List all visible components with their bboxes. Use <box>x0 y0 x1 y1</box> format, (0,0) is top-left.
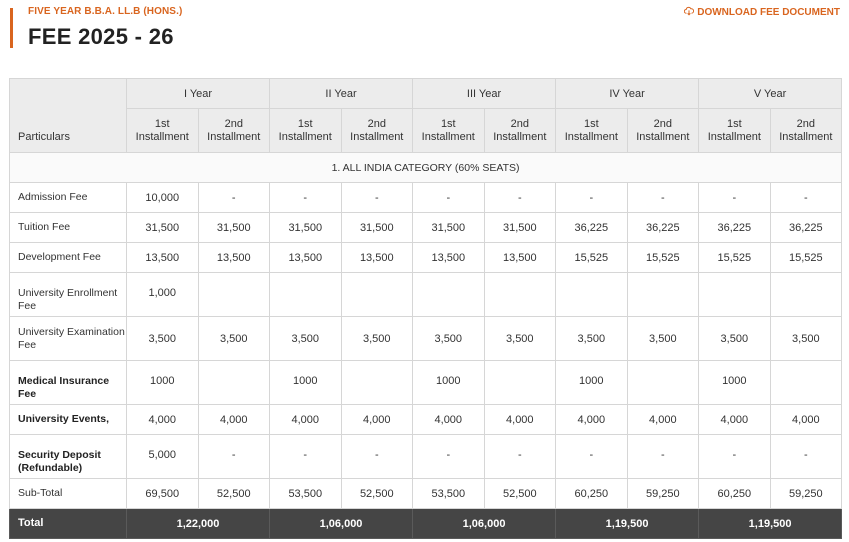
category-label: 1. ALL INDIA CATEGORY (60% SEATS) <box>10 153 842 183</box>
fee-cell: - <box>627 435 699 479</box>
row-label: University Events, <box>10 405 127 435</box>
fee-cell: 31,500 <box>413 213 485 243</box>
fee-cell: 36,225 <box>770 213 842 243</box>
fee-cell <box>770 361 842 405</box>
installment-header: 2nd Installment <box>341 109 413 153</box>
row-label: Sub-Total <box>10 479 127 509</box>
fee-row <box>10 183 842 213</box>
fee-cell: 52,500 <box>198 479 270 509</box>
fee-cell: 3,500 <box>484 317 556 361</box>
fee-cell: 1000 <box>270 361 342 405</box>
fee-cell: - <box>270 435 342 479</box>
fee-cell: 36,225 <box>699 213 771 243</box>
row-label: Admission Fee <box>10 183 127 213</box>
fee-cell: 69,500 <box>127 479 199 509</box>
fee-cell: - <box>699 183 771 213</box>
fee-cell: 13,500 <box>341 243 413 273</box>
fee-cell: 15,525 <box>627 243 699 273</box>
fee-cell <box>484 273 556 317</box>
installment-header: 2nd Installment <box>770 109 842 153</box>
total-cell: 1,22,000 <box>127 509 270 539</box>
fee-cell: 4,000 <box>770 405 842 435</box>
fee-cell: 31,500 <box>127 213 199 243</box>
installment-header-row <box>10 109 842 153</box>
fee-cell: 4,000 <box>127 405 199 435</box>
fee-cell: 60,250 <box>556 479 628 509</box>
fee-cell <box>484 361 556 405</box>
fee-cell: 15,525 <box>699 243 771 273</box>
fee-cell <box>341 273 413 317</box>
fee-row <box>10 213 842 243</box>
fee-cell: 36,225 <box>556 213 628 243</box>
total-cell: 1,06,000 <box>413 509 556 539</box>
category-row <box>10 153 842 183</box>
fee-cell: 4,000 <box>198 405 270 435</box>
fee-cell: 4,000 <box>270 405 342 435</box>
fee-cell: 4,000 <box>627 405 699 435</box>
fee-cell: 3,500 <box>341 317 413 361</box>
fee-row <box>10 317 842 361</box>
fee-cell: 52,500 <box>484 479 556 509</box>
fee-cell: - <box>699 435 771 479</box>
fee-cell: 13,500 <box>198 243 270 273</box>
total-row <box>10 509 842 539</box>
year-header: V Year <box>699 79 842 109</box>
installment-header: 2nd Installment <box>198 109 270 153</box>
fee-cell: 3,500 <box>198 317 270 361</box>
fee-cell: 3,500 <box>270 317 342 361</box>
fee-cell: 13,500 <box>484 243 556 273</box>
installment-header: 1st Installment <box>699 109 771 153</box>
year-header: III Year <box>413 79 556 109</box>
row-label: Development Fee <box>10 243 127 273</box>
fee-cell: 4,000 <box>341 405 413 435</box>
fee-cell <box>341 361 413 405</box>
fee-row <box>10 273 842 317</box>
fee-cell: 3,500 <box>127 317 199 361</box>
installment-header: 1st Installment <box>270 109 342 153</box>
fee-cell: 59,250 <box>627 479 699 509</box>
fee-cell: 53,500 <box>413 479 485 509</box>
row-label: Security Deposit (Refundable) <box>10 435 127 479</box>
fee-cell: 3,500 <box>770 317 842 361</box>
fee-row <box>10 405 842 435</box>
fee-cell: - <box>413 435 485 479</box>
fee-cell: 4,000 <box>699 405 771 435</box>
accent-bar <box>10 8 13 48</box>
row-label: University Examination Fee <box>10 317 127 361</box>
fee-cell: 4,000 <box>556 405 628 435</box>
fee-cell: - <box>627 183 699 213</box>
fee-cell <box>413 273 485 317</box>
fee-cell: - <box>484 435 556 479</box>
installment-header: 2nd Installment <box>627 109 699 153</box>
fee-cell: 53,500 <box>270 479 342 509</box>
total-cell: 1,19,500 <box>556 509 699 539</box>
fee-cell: - <box>484 183 556 213</box>
fee-cell <box>198 361 270 405</box>
fee-cell: - <box>270 183 342 213</box>
fee-cell: 4,000 <box>484 405 556 435</box>
fee-cell: 59,250 <box>770 479 842 509</box>
fee-cell: - <box>198 435 270 479</box>
fee-cell: 5,000 <box>127 435 199 479</box>
fee-cell: 31,500 <box>270 213 342 243</box>
year-header: IV Year <box>556 79 699 109</box>
fee-cell: - <box>556 435 628 479</box>
fee-row <box>10 435 842 479</box>
fee-cell: 3,500 <box>556 317 628 361</box>
fee-cell <box>627 361 699 405</box>
fee-row <box>10 243 842 273</box>
fee-cell: 1000 <box>699 361 771 405</box>
fee-cell: 1000 <box>127 361 199 405</box>
fee-cell: 13,500 <box>413 243 485 273</box>
year-header-row <box>10 79 842 109</box>
fee-cell <box>699 273 771 317</box>
row-label: Medical Insurance Fee <box>10 361 127 405</box>
installment-header: 2nd Installment <box>484 109 556 153</box>
total-label: Total <box>10 509 127 539</box>
program-subtitle: FIVE YEAR B.B.A. LL.B (HONS.) <box>28 6 183 17</box>
fee-cell: 60,250 <box>699 479 771 509</box>
fee-cell: 15,525 <box>770 243 842 273</box>
fee-cell <box>770 273 842 317</box>
fee-cell: 36,225 <box>627 213 699 243</box>
fee-cell <box>627 273 699 317</box>
cloud-download-icon <box>684 6 694 19</box>
fee-cell: - <box>341 183 413 213</box>
fee-cell: 13,500 <box>127 243 199 273</box>
download-fee-document-link[interactable] <box>684 6 840 19</box>
fee-cell: - <box>556 183 628 213</box>
fee-cell: 13,500 <box>270 243 342 273</box>
fee-cell: - <box>770 435 842 479</box>
year-header: I Year <box>127 79 270 109</box>
particulars-header: Particulars <box>10 79 127 153</box>
fee-table <box>9 78 842 539</box>
fee-cell: 3,500 <box>699 317 771 361</box>
fee-cell <box>556 273 628 317</box>
fee-cell: 1,000 <box>127 273 199 317</box>
fee-cell: 3,500 <box>627 317 699 361</box>
row-label: Tuition Fee <box>10 213 127 243</box>
fee-cell: - <box>770 183 842 213</box>
download-label: DOWNLOAD FEE DOCUMENT <box>697 7 840 18</box>
fee-cell: 31,500 <box>341 213 413 243</box>
row-label: University Enrollment Fee <box>10 273 127 317</box>
year-header: II Year <box>270 79 413 109</box>
fee-cell: 1000 <box>556 361 628 405</box>
installment-header: 1st Installment <box>127 109 199 153</box>
installment-header: 1st Installment <box>556 109 628 153</box>
fee-cell: - <box>341 435 413 479</box>
fee-cell <box>198 273 270 317</box>
fee-row <box>10 361 842 405</box>
fee-cell: 52,500 <box>341 479 413 509</box>
fee-cell: 15,525 <box>556 243 628 273</box>
fee-cell: 31,500 <box>198 213 270 243</box>
fee-row <box>10 479 842 509</box>
installment-header: 1st Installment <box>413 109 485 153</box>
fee-cell: 31,500 <box>484 213 556 243</box>
fee-cell: 10,000 <box>127 183 199 213</box>
fee-cell: - <box>198 183 270 213</box>
total-cell: 1,06,000 <box>270 509 413 539</box>
fee-cell: 1000 <box>413 361 485 405</box>
fee-cell: 4,000 <box>413 405 485 435</box>
fee-cell: 3,500 <box>413 317 485 361</box>
page-title: FEE 2025 - 26 <box>28 24 174 49</box>
fee-cell <box>270 273 342 317</box>
fee-cell: - <box>413 183 485 213</box>
total-cell: 1,19,500 <box>699 509 842 539</box>
